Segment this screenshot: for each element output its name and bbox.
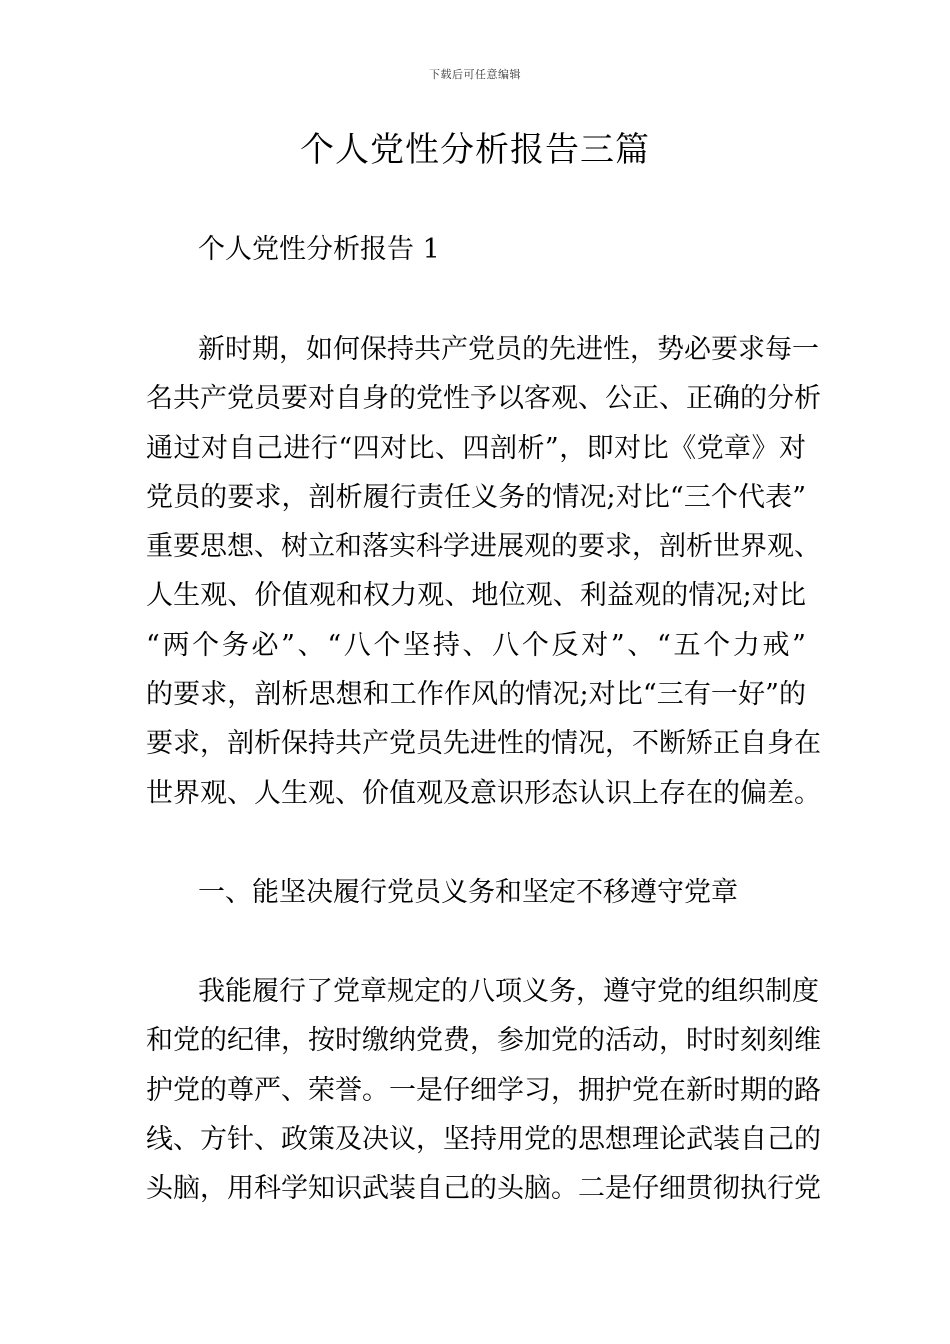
- paragraph-line: 和党的纪律，按时缴纳党费，参加党的活动，时时刻刻维: [146, 1025, 821, 1057]
- paragraph-line: 名共产党员要对自身的党性予以客观、公正、正确的分析: [146, 383, 821, 415]
- paragraph-line: 我能履行了党章规定的八项义务，遵守党的组织制度: [198, 975, 819, 1007]
- section-title: 个人党性分析报告 1: [198, 234, 440, 265]
- spacer: [146, 917, 806, 967]
- paragraph-line: 护党的尊严、荣誉。一是仔细学习，拥护党在新时期的路: [146, 1074, 821, 1106]
- paragraph-line: 新时期，如何保持共产党员的先进性，势必要求每一: [198, 334, 819, 365]
- paragraph-line: 线、方针、政策及决议，坚持用党的思想理论武装自己的: [146, 1123, 821, 1155]
- spacer: [146, 818, 806, 868]
- paragraph-line: 重要思想、树立和落实科学进展观的要求，剖析世界观、: [146, 531, 821, 563]
- document-body: [146, 225, 821, 1213]
- paragraph-line: 党员的要求，剖析履行责任义务的情况;对比“三个代表”: [146, 481, 806, 513]
- paragraph-line: 的要求，剖析思想和工作作风的情况;对比“三有一好”的: [146, 679, 806, 711]
- paragraph-line: “两个务必”、“八个坚持、八个反对”、“五个力戒”: [146, 629, 806, 661]
- paragraph-line: 头脑，用科学知识武装自己的头脑。二是仔细贯彻执行党: [146, 1173, 821, 1205]
- paragraph-line: 世界观、人生观、价值观及意识形态认识上存在的偏差。: [146, 777, 821, 809]
- spacer: [146, 275, 806, 325]
- section-heading-1: 一、能坚决履行党员义务和坚定不移遵守党章: [198, 876, 738, 908]
- paragraph-section-1: [146, 967, 821, 1213]
- document-title: 个人党性分析报告三篇: [300, 130, 650, 170]
- paragraph-line: 通过对自己进行“四对比、四剖析”，即对比《党章》对: [146, 432, 806, 464]
- paragraph-intro: [146, 325, 821, 818]
- page-header-note: 下载后可任意编辑: [429, 68, 521, 81]
- paragraph-line: 人生观、价值观和权力观、地位观、利益观的情况;对比: [146, 580, 806, 612]
- paragraph-line: 要求，剖析保持共产党员先进性的情况，不断矫正自身在: [146, 728, 821, 760]
